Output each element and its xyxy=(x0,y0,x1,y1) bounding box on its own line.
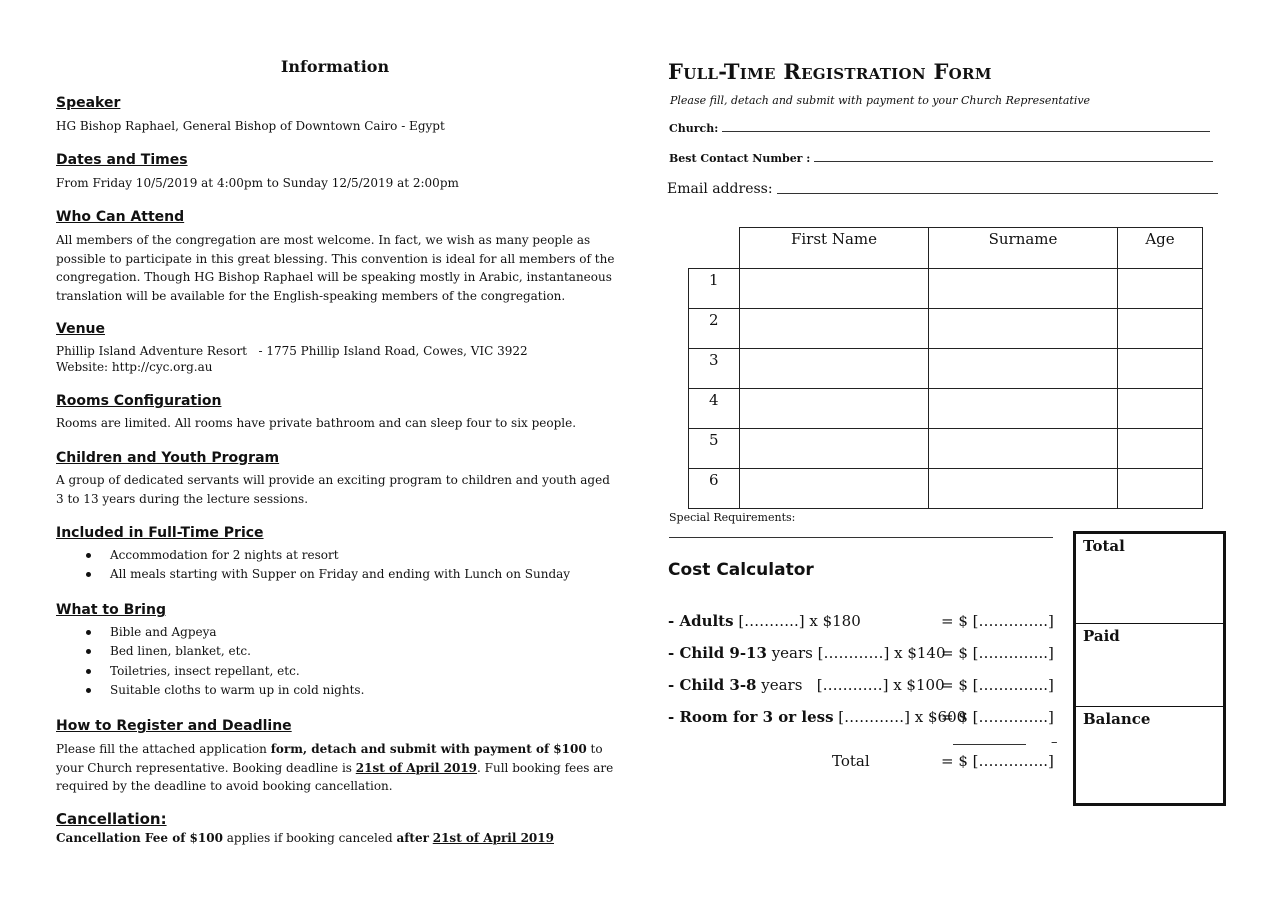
row-number: 1 xyxy=(689,269,740,309)
row-number: 5 xyxy=(689,429,740,469)
row-number: 3 xyxy=(689,349,740,389)
bring-heading: What to Bring xyxy=(56,602,166,618)
speaker-heading: Speaker xyxy=(56,95,121,111)
table-row xyxy=(689,429,1203,469)
age-cell[interactable] xyxy=(1118,349,1203,389)
children-heading: Children and Youth Program xyxy=(56,450,280,466)
cancellation-date: 21st of April 2019 xyxy=(432,831,554,845)
cancellation-after: after xyxy=(396,831,429,845)
rooms-heading: Rooms Configuration xyxy=(56,393,222,409)
dates-heading: Dates and Times xyxy=(56,152,188,168)
calc-total-value[interactable]: = $ […………..] xyxy=(941,752,1054,770)
special-requirements-line[interactable] xyxy=(669,537,1053,538)
surname-cell[interactable] xyxy=(929,309,1118,349)
age-cell[interactable] xyxy=(1118,389,1203,429)
register-text xyxy=(56,740,616,796)
list-item: Bed linen, blanket, etc. xyxy=(56,642,364,661)
row-number: 2 xyxy=(689,309,740,349)
summary-balance-label: Balance xyxy=(1083,710,1151,728)
calc-qty[interactable]: years […………] x $100 xyxy=(756,676,945,694)
age-cell[interactable] xyxy=(1118,469,1203,509)
table-row xyxy=(689,309,1203,349)
register-deadline: 21st of April 2019 xyxy=(355,760,478,775)
register-text-bold: form, detach and submit with payment of $100 xyxy=(270,742,587,756)
table-header-row xyxy=(689,228,1203,269)
email-line[interactable] xyxy=(777,192,1218,194)
contact-line[interactable] xyxy=(814,160,1213,162)
summary-total[interactable] xyxy=(1076,534,1223,624)
first-name-cell[interactable] xyxy=(740,349,929,389)
table-row xyxy=(689,389,1203,429)
surname-cell[interactable] xyxy=(929,389,1118,429)
row-number: 6 xyxy=(689,469,740,509)
cancellation-heading: Cancellation: xyxy=(56,810,167,828)
payment-summary-box xyxy=(1073,531,1226,806)
table-row xyxy=(689,349,1203,389)
col-surname: Surname xyxy=(929,228,1118,269)
cancellation-mid: applies if booking canceled xyxy=(222,831,397,845)
special-requirements-label: Special Requirements: xyxy=(669,511,796,524)
table-row xyxy=(689,469,1203,509)
summary-total-label: Total xyxy=(1083,537,1125,555)
surname-cell[interactable] xyxy=(929,429,1118,469)
calc-qty[interactable]: years […………] x $140 xyxy=(766,644,946,662)
church-label: Church: xyxy=(669,122,719,135)
cancellation-text xyxy=(56,829,554,847)
church-field[interactable] xyxy=(669,122,1210,135)
list-item: Accommodation for 2 nights at resort xyxy=(56,546,570,565)
table-row xyxy=(689,269,1203,309)
list-item: Suitable cloths to warm up in cold nights. xyxy=(56,681,364,700)
surname-cell[interactable] xyxy=(929,349,1118,389)
dates-text: From Friday 10/5/2019 at 4:00pm to Sunday 12/5/2019 at 2:00pm xyxy=(56,176,459,190)
col-first-name: First Name xyxy=(740,228,929,269)
cost-calculator-title: Cost Calculator xyxy=(668,560,814,580)
summary-paid[interactable] xyxy=(1076,624,1223,707)
first-name-cell[interactable] xyxy=(740,469,929,509)
calc-dash: – xyxy=(1051,735,1058,750)
calc-label: - Child 3-8 xyxy=(668,676,757,694)
rooms-text: Rooms are limited. All rooms have private bathroom and can sleep four to six people. xyxy=(56,416,577,430)
col-age: Age xyxy=(1118,228,1203,269)
row-number: 4 xyxy=(689,389,740,429)
email-label: Email address: xyxy=(667,181,773,197)
calc-eq-child-9-13[interactable]: = $ […………..] xyxy=(941,644,1054,662)
calc-separator xyxy=(953,744,1026,745)
list-item: Bible and Agpeya xyxy=(56,623,364,642)
age-cell[interactable] xyxy=(1118,269,1203,309)
calc-row-child-9-13 xyxy=(668,644,946,662)
calc-eq-adults[interactable]: = $ […………..] xyxy=(941,612,1054,630)
calc-label: - Room for 3 or less xyxy=(668,708,834,726)
email-field[interactable] xyxy=(667,181,1218,197)
calc-qty[interactable]: [………..] x $180 xyxy=(733,612,861,630)
venue-address: Phillip Island Adventure Resort - 1775 Phillip Island Road, Cowes, VIC 3922 xyxy=(56,344,528,358)
contact-field[interactable] xyxy=(669,152,1213,165)
church-line[interactable] xyxy=(722,130,1210,132)
form-subtitle: Please fill, detach and submit with payment to your Church Representative xyxy=(670,94,1091,107)
venue-website[interactable]: Website: http://cyc.org.au xyxy=(56,360,213,374)
venue-heading: Venue xyxy=(56,321,105,337)
included-list xyxy=(56,546,570,585)
summary-paid-label: Paid xyxy=(1083,627,1120,645)
register-text-2: to your Church representative. Booking deadline is xyxy=(56,742,603,775)
surname-cell[interactable] xyxy=(929,469,1118,509)
register-text-1: Please fill the attached application xyxy=(56,742,271,756)
calc-row-adults xyxy=(668,612,861,630)
calc-label: - Adults xyxy=(668,612,734,630)
summary-balance[interactable] xyxy=(1076,707,1223,803)
calc-eq-child-3-8[interactable]: = $ […………..] xyxy=(941,676,1054,694)
table-corner xyxy=(689,228,740,269)
registration-table xyxy=(688,227,1203,509)
first-name-cell[interactable] xyxy=(740,429,929,469)
venue-text xyxy=(56,343,616,375)
calc-qty[interactable]: […………] x $600 xyxy=(833,708,967,726)
speaker-text: HG Bishop Raphael, General Bishop of Downtown Cairo - Egypt xyxy=(56,119,445,133)
attend-text: All members of the congregation are most welcome. In fact, we wish as many people as possible to participate in this great blessing. This convention is ideal for all members of the congregation. Though HG Bishop Raphael will be speaking mostly in Arabic, instantaneous translation will be available for the English-speaking members of the congregation. xyxy=(56,233,615,303)
calc-total-label: Total xyxy=(832,752,870,770)
form-title: Full-Time Registration Form xyxy=(668,59,992,84)
first-name-cell[interactable] xyxy=(740,389,929,429)
attend-heading: Who Can Attend xyxy=(56,209,185,225)
children-text: A group of dedicated servants will provide an exciting program to children and youth aged 3 to 13 years during the lecture sessions. xyxy=(56,473,610,506)
list-item: Toiletries, insect repellant, etc. xyxy=(56,662,364,681)
info-title: Information xyxy=(280,57,390,76)
calc-row-room xyxy=(668,708,966,726)
first-name-cell[interactable] xyxy=(740,269,929,309)
age-cell[interactable] xyxy=(1118,309,1203,349)
calc-row-child-3-8 xyxy=(668,676,945,694)
age-cell[interactable] xyxy=(1118,429,1203,469)
included-heading: Included in Full-Time Price xyxy=(56,525,264,541)
register-text-3: . Full booking fees are required by the deadline to avoid booking cancellation. xyxy=(56,760,614,794)
calc-label: - Child 9-13 xyxy=(668,644,767,662)
surname-cell[interactable] xyxy=(929,269,1118,309)
calc-eq-room[interactable]: = $ […………..] xyxy=(941,708,1054,726)
first-name-cell[interactable] xyxy=(740,309,929,349)
bring-list xyxy=(56,623,364,700)
cancellation-fee: Cancellation Fee of $100 xyxy=(56,831,223,845)
contact-label: Best Contact Number : xyxy=(669,152,811,165)
list-item: All meals starting with Supper on Friday and ending with Lunch on Sunday xyxy=(56,565,570,584)
register-heading: How to Register and Deadline xyxy=(56,718,292,734)
